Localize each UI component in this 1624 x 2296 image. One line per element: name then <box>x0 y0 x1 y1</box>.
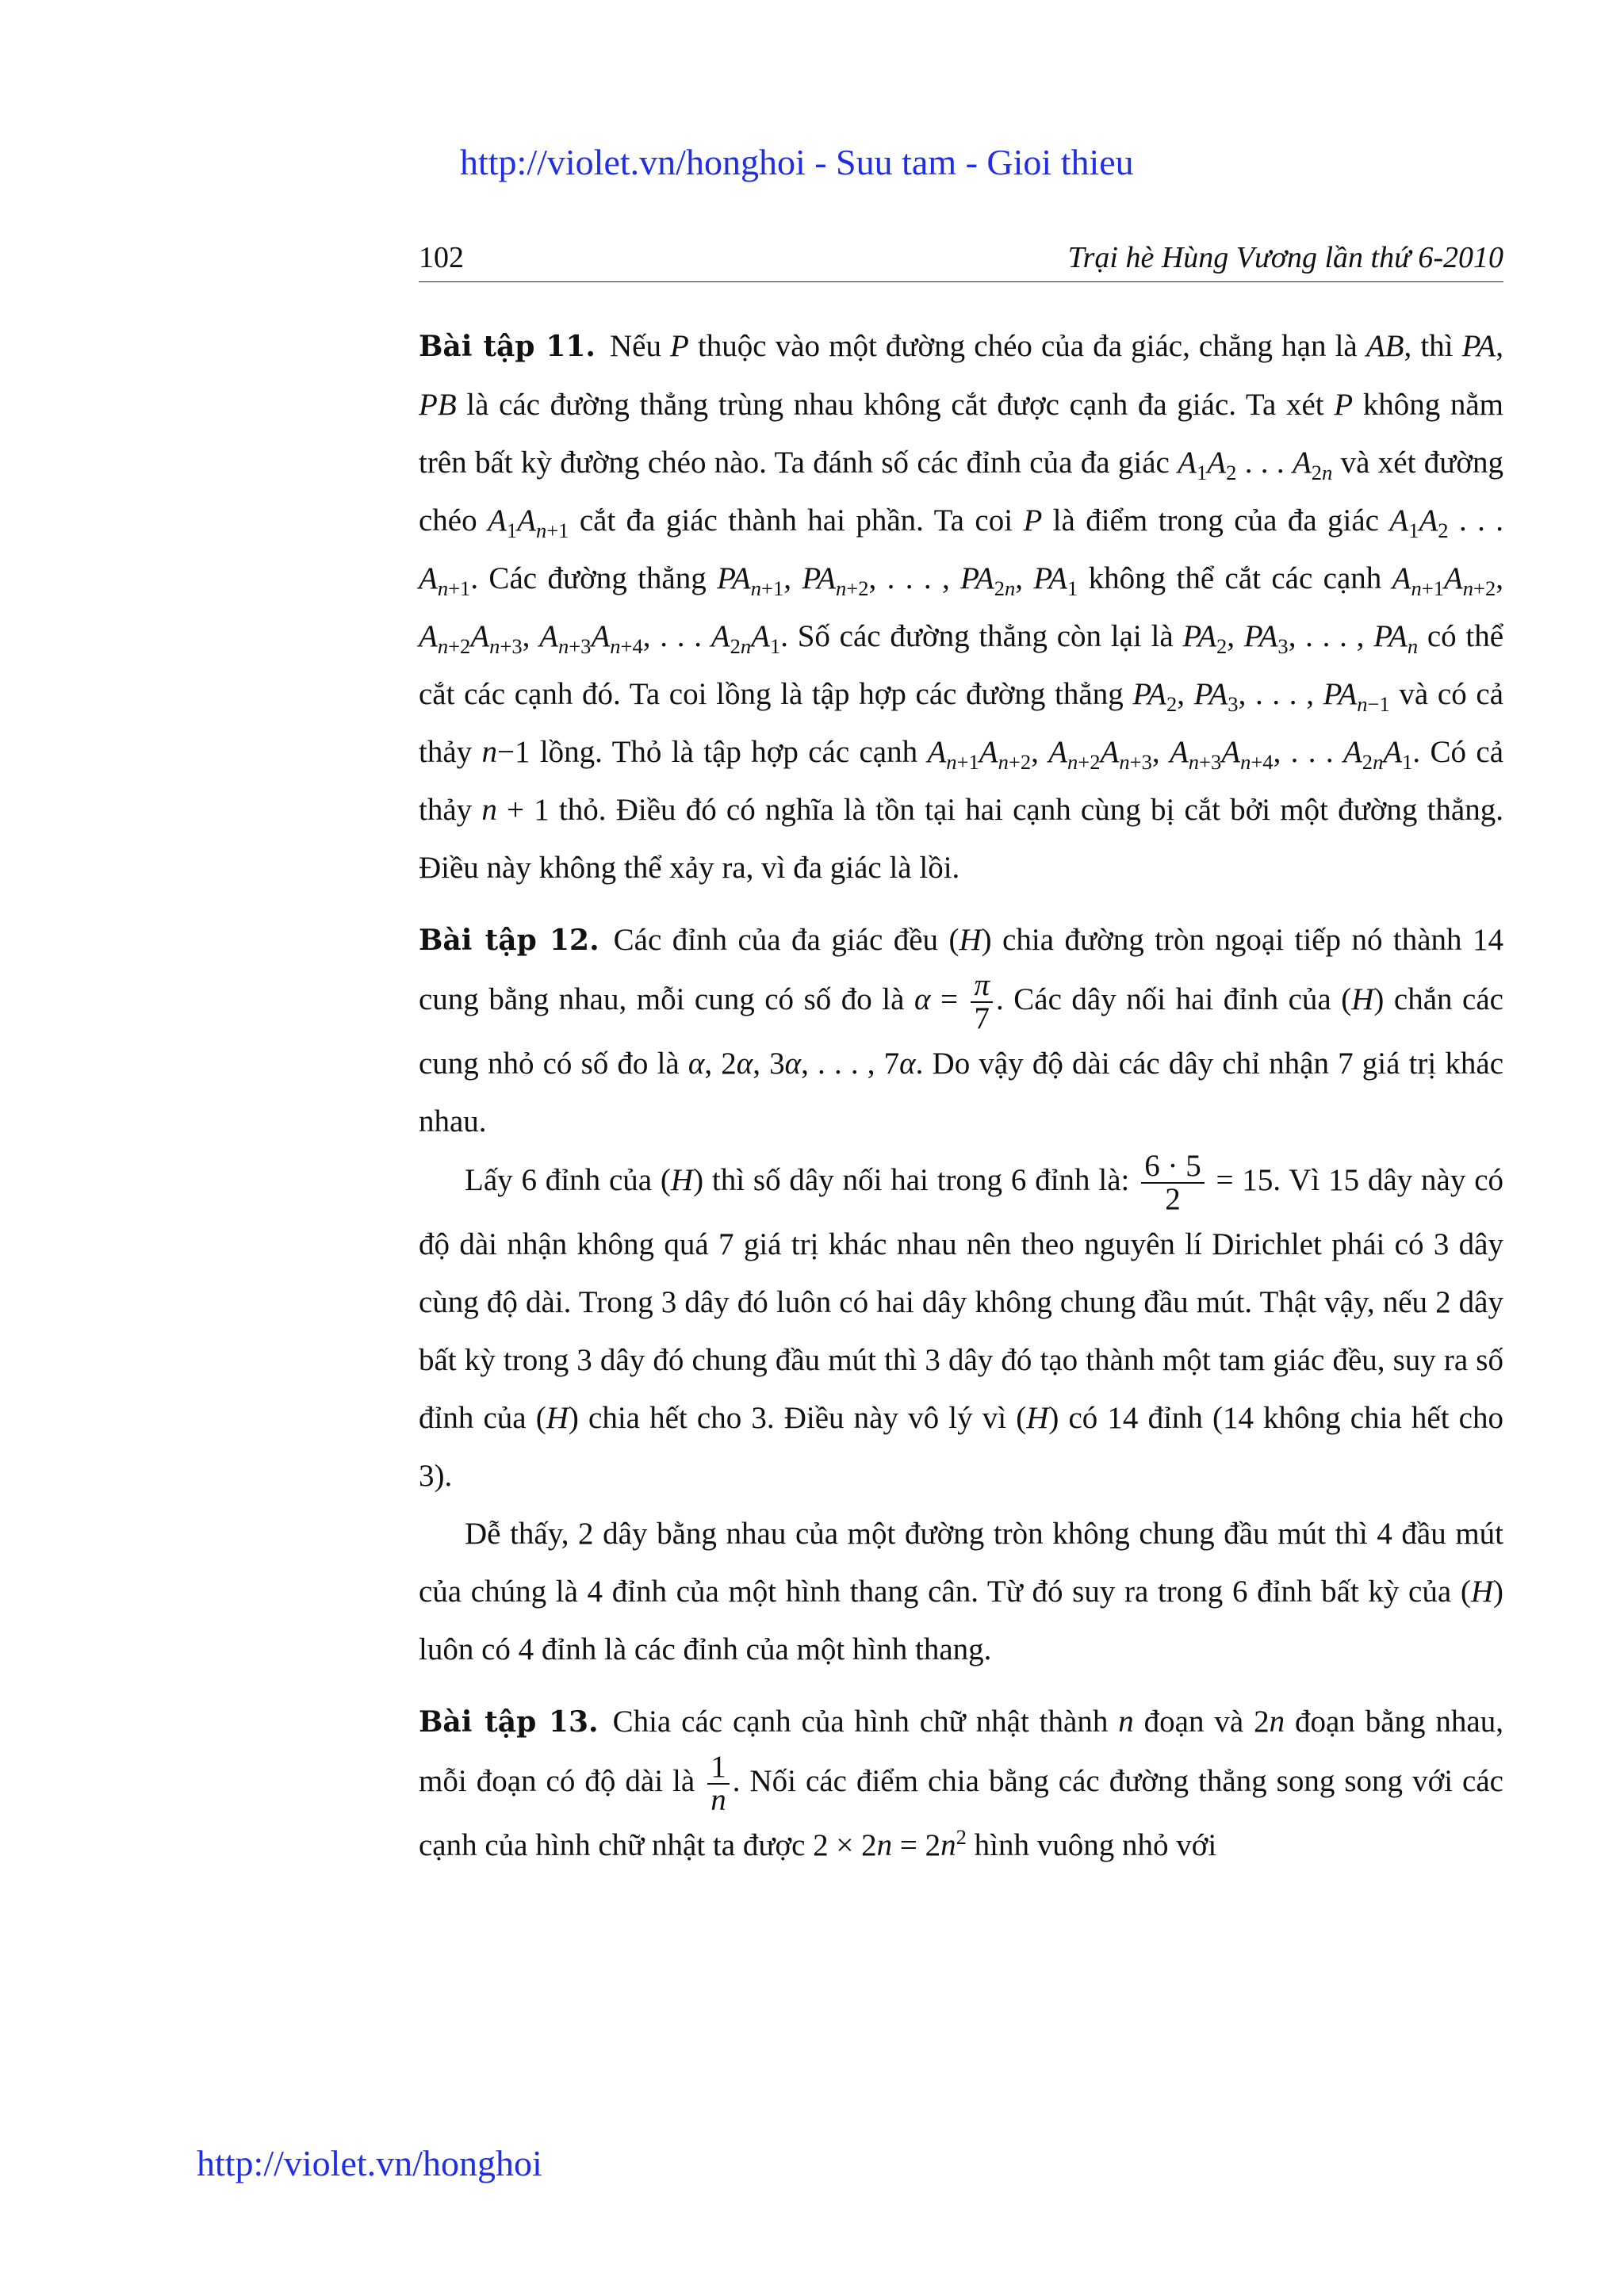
fraction-1-over-n: $\frac{1}{n}$ <box>707 1751 730 1816</box>
top-source-link[interactable]: http://violet.vn/honghoi - Suu tam - Gioi thieu <box>460 142 1134 182</box>
journal-title: Trại hè Hùng Vương lần thứ 6-2010 <box>1067 241 1503 274</box>
exercise-13: Bài tập 13. Chia các cạnh của hình chữ nhật thành n đoạn và 2n đoạn bằng nhau, mỗi đoạn có độ dài là $\frac{1}{n}$ . Nối các điểm chia bằng các đường thẳng song song với các cạnh của hình chữ nhật ta được $2 \times 2n = 2n^2$ hình vuông nhỏ với <box>419 1705 1503 1862</box>
page-body <box>419 317 1503 1874</box>
fraction-6x5-over-2: $\frac{6 \cdot 5}{2}$ <box>1141 1150 1205 1215</box>
exercise-13-label: Bài tập 13. <box>419 1705 599 1739</box>
footer-source-link[interactable]: http://violet.vn/honghoi <box>197 2143 542 2183</box>
fraction-pi-over-7: $\frac{\pi}{7}$ <box>971 970 993 1035</box>
running-head <box>419 240 1503 280</box>
exercise-11-label: Bài tập 11. <box>419 330 596 363</box>
exercise-12-paragraph-2: Lấy 6 đỉnh của (H) thì số dây nối hai trong 6 đỉnh là: $\frac{6 \cdot 5}{2}$ = 15. Vì 15 dây này có độ dài nhận không quá 7 giá trị khác nhau nên theo nguyên lí Dirichlet phái có 3 dây cùng độ dài. Trong 3 dây đó luôn có hai dây không chung đầu mút. Thật vậy, nếu 2 dây bất kỳ trong 3 dây đó chung đầu mút thì 3 dây đó tạo thành một tam giác đều, suy ra số đỉnh của (H) chia hết cho 3. Điều này vô lý vì (H) có 14 đỉnh (14 không chia hết cho 3). <box>419 1149 1504 1493</box>
exercise-12-paragraph-3: Dễ thấy, 2 dây bằng nhau của một đường tròn không chung đầu mút thì 4 đầu mút của chúng là 4 đỉnh của một hình thang cân. Từ đó suy ra trong 6 đỉnh bất kỳ của (H) luôn có 4 đỉnh là các đỉnh của một hình thang. <box>419 1517 1503 1667</box>
header-rule <box>419 281 1503 282</box>
exercise-12: Bài tập 12. Các đỉnh của đa giác đều (H) chia đường tròn ngoại tiếp nó thành 14 cung bằng nhau, mỗi cung có số đo là α = $\frac{\pi}{7}$ . Các dây nối hai đỉnh của (H) chắn các cung nhỏ có số đo là α, 2α, 3α, . . . , 7α. Do vậy độ dài các dây chỉ nhận 7 giá trị khác nhau. <box>419 923 1503 1138</box>
exercise-11: Bài tập 11. Nếu P thuộc vào một đường chéo của đa giác, chẳng hạn là AB, thì PA, PB là các đường thẳng trùng nhau không cắt được cạnh đa giác. Ta xét P không nằm trên bất kỳ đường chéo nào. Ta đánh số các đỉnh của đa giác $A_1A_2$ . . . $A_{2n}$ và xét đường chéo $A_1A_{n+1}$ cắt đa giác thành hai phần. Ta coi P là điểm trong của đa giác $A_1A_2$ . . . $A_{n+1}$. Các đường thẳng $PA_{n+1}$, $PA_{n+2}$, . . . , $PA_{2n}$, $PA_1$ không thể cắt các cạnh $A_{n+1}A_{n+2}$, $A_{n+2}A_{n+3}$, $A_{n+3}A_{n+4}$, . . . $A_{2n}A_1$. Số các đường thẳng còn lại là $PA_2$, $PA_3$, . . . , $PA_n$ có thể cắt các cạnh đó. Ta coi lồng là tập hợp các đường thẳng $PA_2$, $PA_3$, . . . , $PA_{n-1}$ và có cả thảy n−1 lồng. Thỏ là tập hợp các cạnh $A_{n+1}A_{n+2}$, $A_{n+2}A_{n+3}$, $A_{n+3}A_{n+4}$, . . . $A_{2n}A_1$. Có cả thảy n + 1 thỏ. Điều đó có nghĩa là tồn tại hai cạnh cùng bị cắt bởi một đường thẳng. Điều này không thể xảy ra, vì đa giác là lồi. <box>419 329 1504 885</box>
page-number: 102 <box>419 241 464 274</box>
exercise-12-label: Bài tập 12. <box>419 924 599 957</box>
